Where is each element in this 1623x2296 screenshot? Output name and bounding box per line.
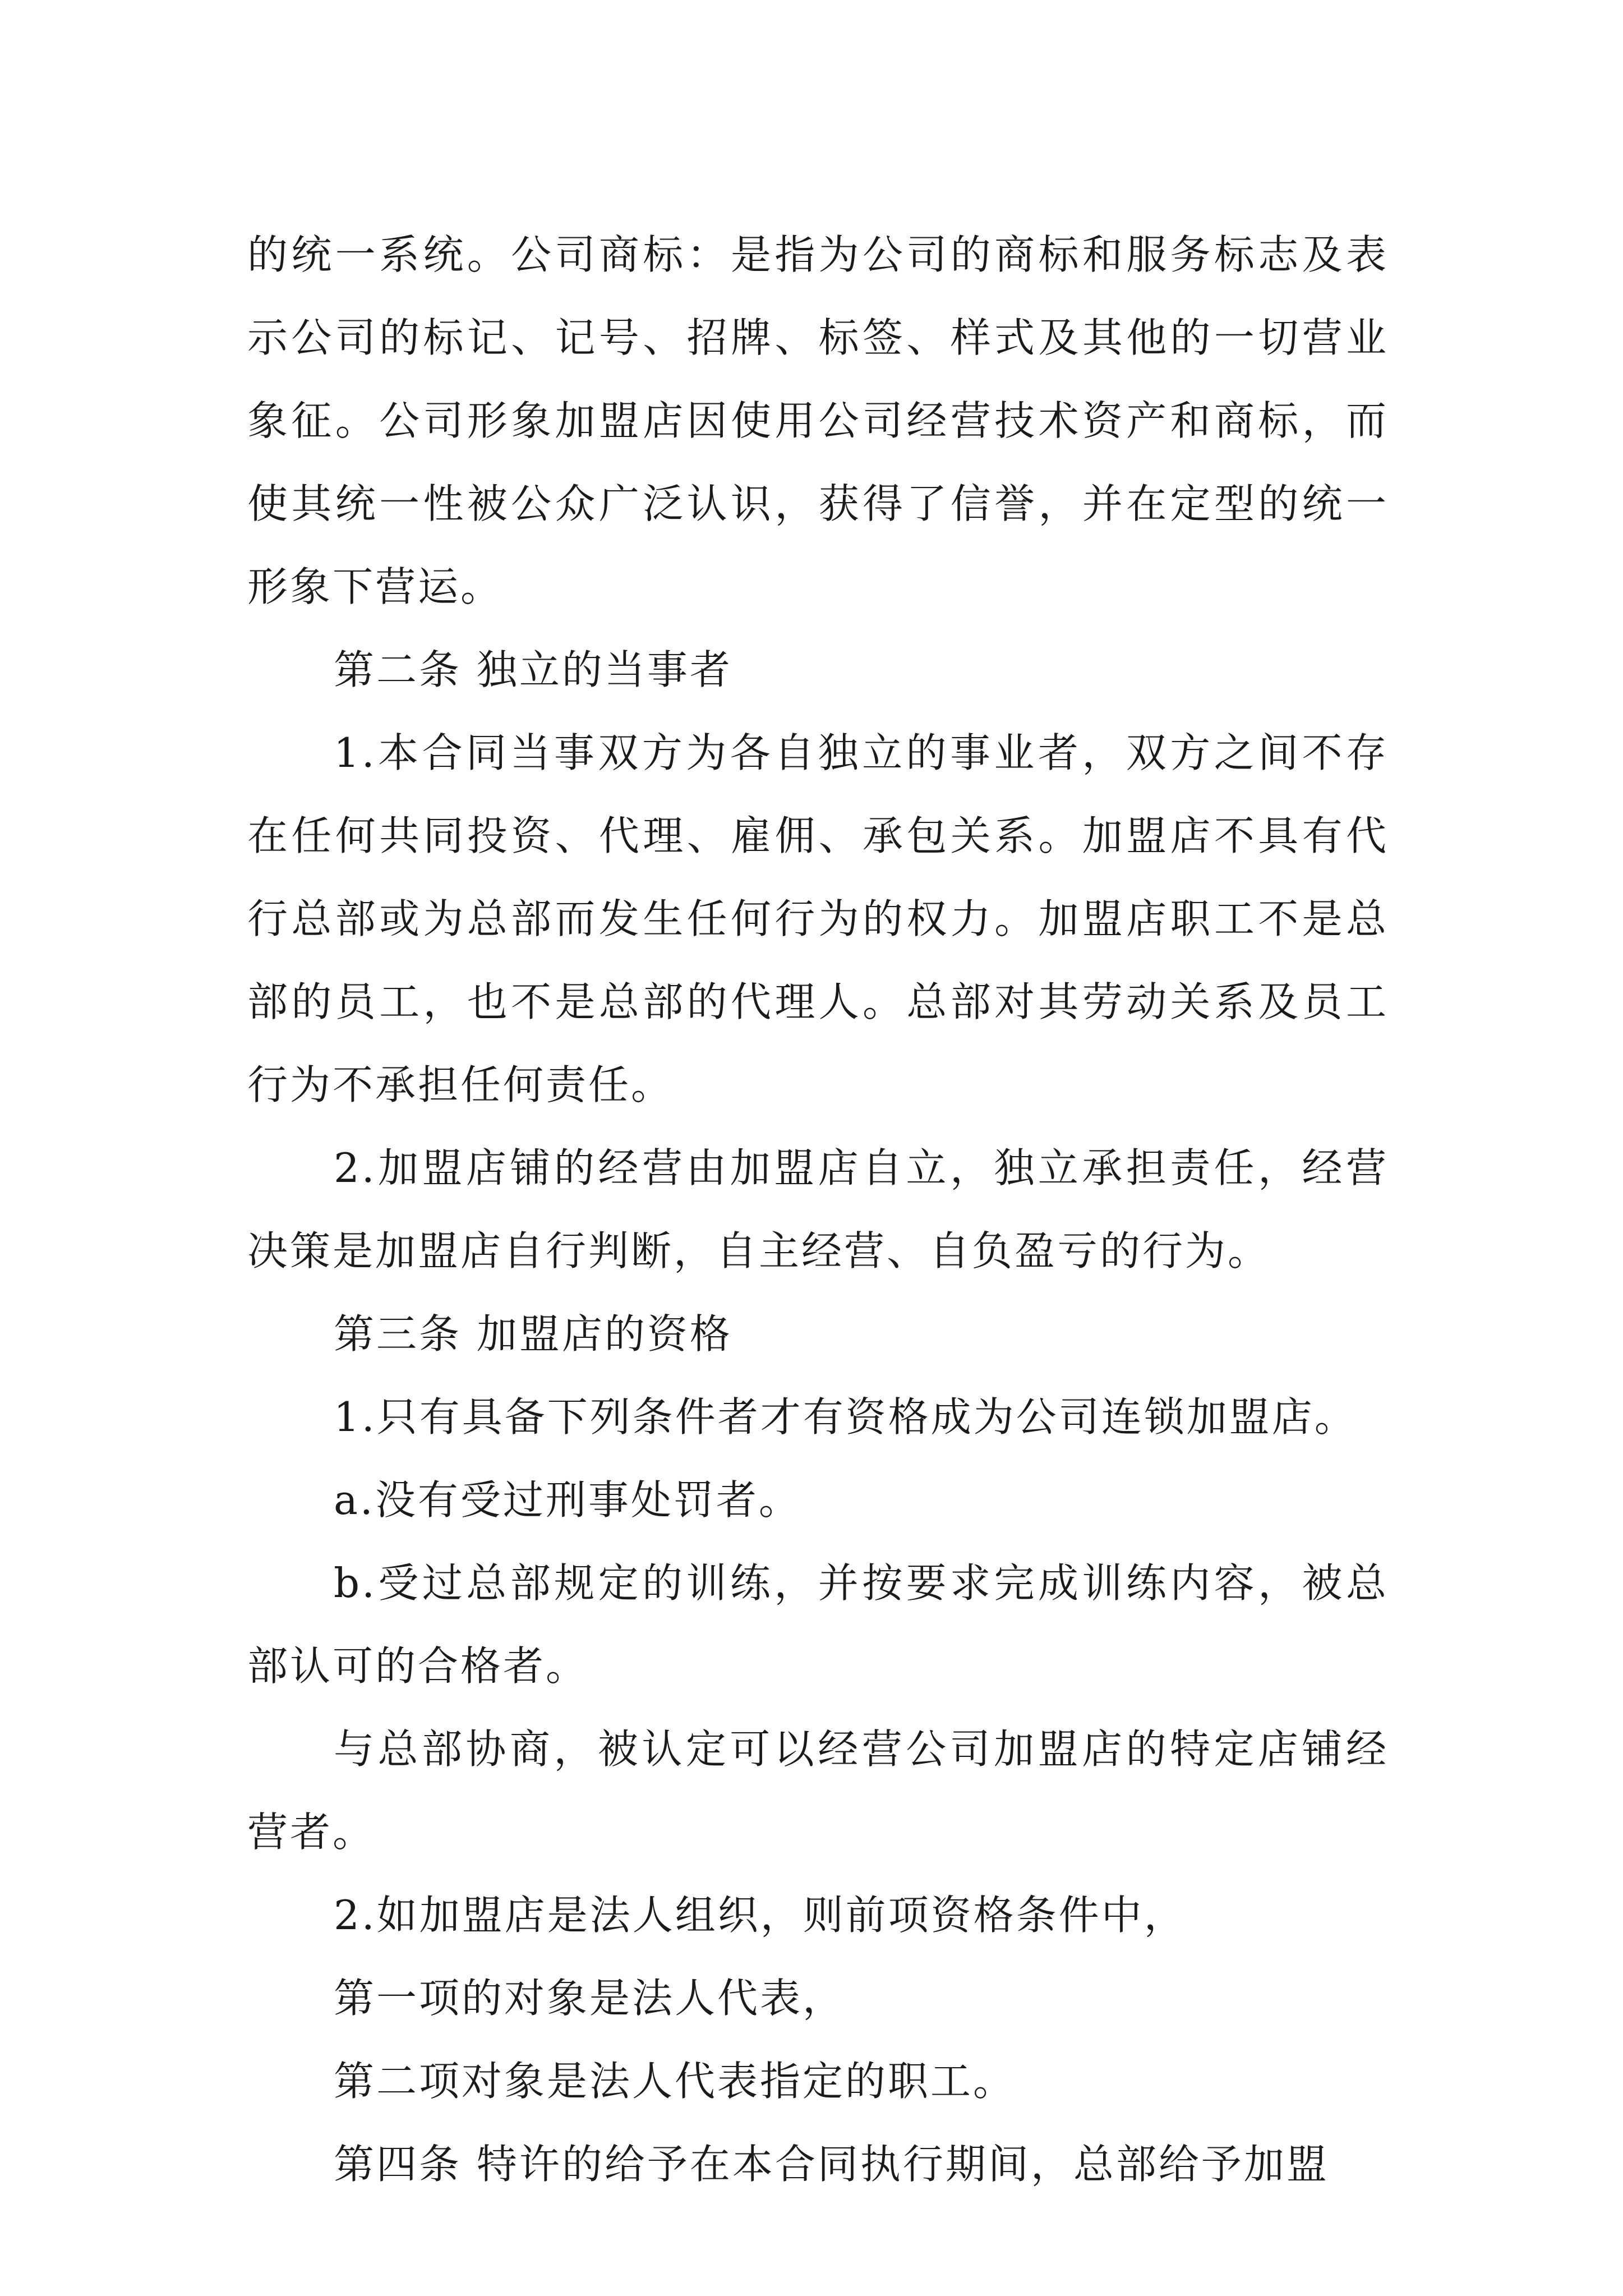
- article-3-clause-2-item-2: 第二项对象是法人代表指定的职工。: [334, 2058, 1016, 2105]
- article-3-item-b: b.受过总部规定的训练，并按要求完成训练内容，被总部认可的合格者。: [247, 1559, 1389, 1690]
- paragraph-continued: 的统一系统。公司商标：是指为公司的商标和服务标志及表示公司的标记、记号、招牌、标签、样式及其他的一切营业象征。公司形象加盟店因使用公司经营技术资产和商标，而使其统一性被公众广泛认识，获得了信誉，并在定型的统一形象下营运。: [247, 231, 1389, 610]
- article-2-heading: 第二条 独立的当事者: [334, 646, 732, 693]
- article-4-heading: 第四条 特许的给予在本合同执行期间，总部给予加盟: [334, 2141, 1329, 2188]
- article-3-item-a: a.没有受过刑事处罚者。: [334, 1476, 801, 1524]
- article-3-clause-1: 1.只有具备下列条件者才有资格成为公司连锁加盟店。: [334, 1393, 1357, 1441]
- article-3-clause-2-item-1: 第一项的对象是法人代表，: [334, 1975, 846, 2022]
- article-3-clause-2: 2.如加盟店是法人组织，则前项资格条件中，: [334, 1892, 1187, 1939]
- article-3-heading: 第三条 加盟店的资格: [334, 1310, 732, 1358]
- article-2-clause-2: 2.加盟店铺的经营由加盟店自立，独立承担责任，经营决策是加盟店自行判断，自主经营、自负盈亏的行为。: [247, 1144, 1389, 1274]
- article-3-item-c: 与总部协商，被认定可以经营公司加盟店的特定店铺经营者。: [247, 1726, 1389, 1856]
- document-body: [247, 213, 1389, 2206]
- article-2-clause-1: 1.本合同当事双方为各自独立的事业者，双方之间不存在任何共同投资、代理、雇佣、承包关系。加盟店不具有代行总部或为总部而发生任何行为的权力。加盟店职工不是总部的员工，也不是总部的代理人。总部对其劳动关系及员工行为不承担任何责任。: [247, 729, 1389, 1108]
